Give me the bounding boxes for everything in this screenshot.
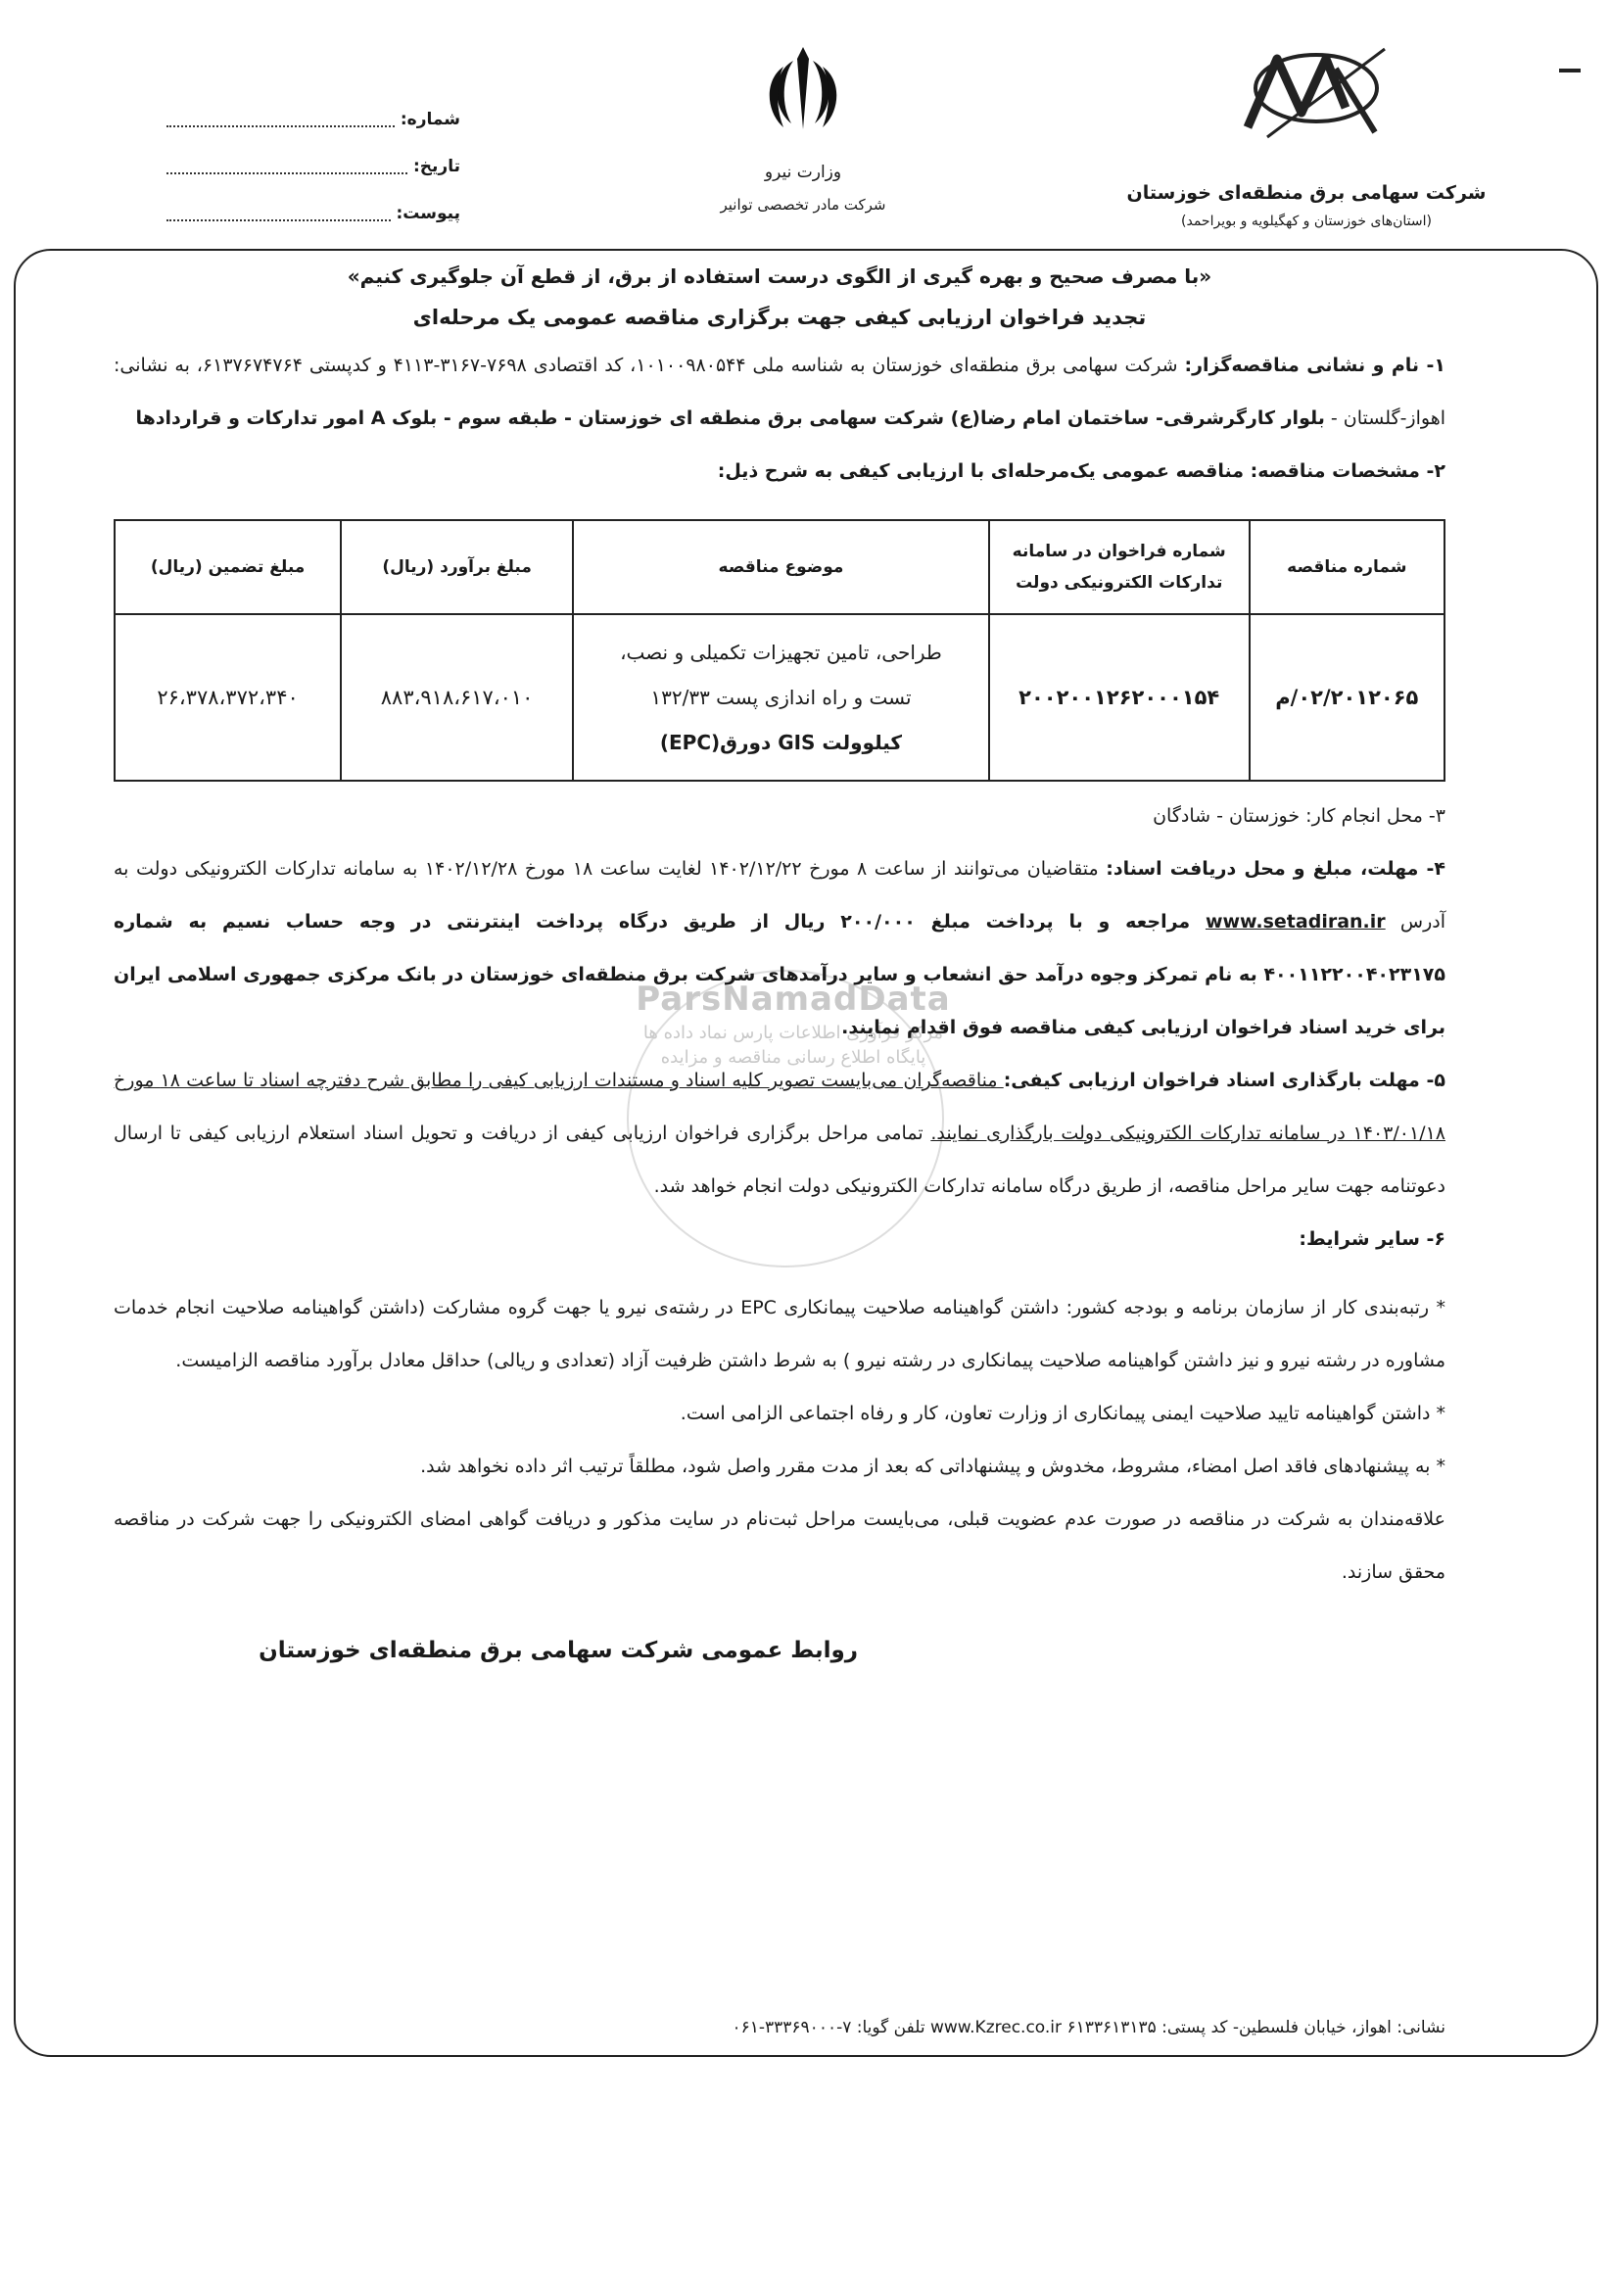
section-1 bbox=[114, 339, 1445, 445]
td-estimate: ۸۸۳،۹۱۸،۶۱۷،۰۱۰ bbox=[341, 614, 573, 781]
section-3-text: خوزستان - شادگان bbox=[1153, 805, 1306, 827]
th-setad-no: شماره فراخوان در سامانه تدارکات الکترونیکی دولت bbox=[989, 520, 1250, 614]
subject-line2: تست و راه اندازی پست ۱۳۲/۳۳ bbox=[650, 686, 912, 709]
condition-1: * رتبه‌بندی کار از سازمان برنامه و بودجه کشور: داشتن گواهینامه صلاحیت پیمانکاری EPC در رشته‌ی نیرو یا جهت گروه مشارکت (داشتن گواهینامه صلاحیت انجام خدمات مشاوره در رشته نیرو و نیز داشتن گواهینامه صلاحیت پیمانکاری در رشته نیرو ) به شرط داشتن ظرفیت آزاد (تعدادی و ریالی) حداقل معادل برآورد مناقصه الزامیست. bbox=[114, 1297, 1445, 1371]
section-4-text2: مراجعه و با پرداخت مبلغ ۲۰۰/۰۰۰ ریال از طریق درگاه پرداخت اینترنتی در وجه حساب نسیم به شماره ۴۰۰۱۱۲۲۰۰۴۰۲۳۱۷۵ به نام تمرکز وجوه درآمد حق انشعاب و سایر درآمدهای شرکت برق منطقه‌ای خوزستان در بانک مرکزی جمهوری اسلامی ایران برای خرید اسناد فراخوان ارزیابی کیفی مناقصه فوق اقدام نمایند. bbox=[114, 911, 1445, 1038]
field-number bbox=[166, 96, 460, 143]
condition-3: * به پیشنهادهای فاقد اصل امضاء، مشروط، مخدوش و پیشنهاداتی که بعد از مدت مقرر واصل شود، مطلقاً ترتیب اثر داده نخواهد شد. bbox=[420, 1456, 1445, 1477]
subject-line1: طراحی، تامین تجهیزات تکمیلی و نصب، bbox=[620, 641, 942, 664]
ministry-subtitle: شرکت مادر تخصصی توانیر bbox=[720, 196, 886, 214]
section-1-text2: بلوار کارگرشرقی- ساختمان امام رضا(ع) شرکت سهامی برق منطقه ای خوزستان - طبقه سوم - بلوک A امور تدارکات و قراردادها bbox=[135, 407, 1325, 429]
public-relations-signature: روابط عمومی شرکت سهامی برق منطقه‌ای خوزستان bbox=[259, 1638, 858, 1663]
field-date bbox=[166, 143, 460, 190]
field-number-label: شماره: bbox=[400, 110, 460, 129]
company-subtitle: (استان‌های خوزستان و کهگیلویه و بویراحمد) bbox=[1181, 214, 1432, 229]
section-6-label: ۶- سایر شرایط: bbox=[1299, 1228, 1445, 1250]
section-4-label: ۴- مهلت، مبلغ و محل دریافت اسناد: bbox=[1106, 858, 1445, 880]
section-3 bbox=[114, 789, 1445, 842]
watermark-line2: پایگاه اطلاع رسانی مناقصه و مزایده bbox=[660, 1047, 926, 1068]
corner-mark bbox=[1559, 69, 1581, 72]
company-header bbox=[1120, 39, 1492, 229]
section-2-text: مناقصه عمومی یک‌مرحله‌ای با ارزیابی کیفی به شرح ذیل: bbox=[717, 460, 1251, 482]
footer-contact: نشانی: اهواز، خیابان فلسطین- کد پستی: ۶۱۳۳۶۱۳۱۳۵ www.Kzrec.co.ir تلفن گویا: ۷-۳۳۳۶۹۰۰۰-۰۶۱ bbox=[732, 2018, 1445, 2037]
setad-link[interactable]: www.setadiran.ir bbox=[1205, 911, 1386, 933]
condition-4: علاقه‌مندان به شرکت در مناقصه در صورت عدم عضویت قبلی، می‌بایست مراحل ثبت‌نام در سایت مذکور و دریافت گواهی امضای الکترونیکی را جهت شرکت در مناقصه محقق سازند. bbox=[114, 1508, 1445, 1583]
section-2 bbox=[114, 445, 1445, 498]
section-5 bbox=[114, 1054, 1445, 1213]
td-tender-no: ۰۲/۲۰۱۲۰۶۵/م bbox=[1250, 614, 1444, 781]
field-number-dots bbox=[166, 112, 395, 127]
table-row bbox=[115, 614, 1444, 781]
th-tender-no: شماره مناقصه bbox=[1250, 520, 1444, 614]
iran-emblem-icon bbox=[754, 39, 852, 137]
th-subject: موضوع مناقصه bbox=[573, 520, 989, 614]
table-header-row bbox=[115, 520, 1444, 614]
slogan: «با مصرف صحیح و بهره گیری از الگوی درست استفاده از برق، از قطع آن جلوگیری کنیم» bbox=[347, 264, 1212, 288]
footer bbox=[294, 2018, 1445, 2037]
td-subject bbox=[573, 614, 989, 781]
section-2-label: ۲- مشخصات مناقصه: bbox=[1250, 460, 1445, 482]
field-date-dots bbox=[166, 159, 407, 174]
letter-fields bbox=[166, 96, 460, 237]
section-4-text1: متقاضیان می‌توانند از ساعت ۸ مورخ ۱۴۰۲/۱۲/۲۲ لغایت ساعت ۱۸ مورخ ۱۴۰۲/۱۲/۲۸ به سامانه تدارکات الکترونیکی دولت به آدرس bbox=[114, 858, 1445, 933]
section-1-label: ۱- نام و نشانی مناقصه‌گزار: bbox=[1184, 355, 1446, 376]
company-logo-icon bbox=[1208, 39, 1404, 157]
section-3-label: ۳- محل انجام کار: bbox=[1305, 805, 1445, 827]
notice-title: تجدید فراخوان ارزیابی کیفی جهت برگزاری مناقصه عمومی یک مرحله‌ای bbox=[412, 306, 1147, 329]
section-5-label: ۵- مهلت بارگذاری اسناد فراخوان ارزیابی کیفی: bbox=[1003, 1070, 1445, 1091]
notice-content bbox=[114, 263, 1445, 1663]
company-name: شرکت سهامی برق منطقه‌ای خوزستان bbox=[1126, 182, 1487, 204]
tender-table bbox=[114, 519, 1445, 782]
th-estimate: مبلغ برآورد (ریال) bbox=[341, 520, 573, 614]
ministry-name: وزارت نیرو bbox=[764, 163, 842, 182]
field-attachment-label: پیوست: bbox=[396, 204, 460, 223]
watermark-line1: مرکز فرآوری اطلاعات پارس نماد داده ها bbox=[642, 1023, 944, 1043]
section-4 bbox=[114, 842, 1445, 1054]
subject-line3: کیلوولت GIS دورق(EPC) bbox=[659, 731, 903, 754]
watermark-brand: ParsNamadData bbox=[636, 980, 951, 1019]
td-guarantee: ۲۶،۳۷۸،۳۷۲،۳۴۰ bbox=[115, 614, 341, 781]
ministry-header bbox=[676, 39, 930, 214]
field-attachment-dots bbox=[166, 206, 391, 221]
condition-2: * داشتن گواهینامه تایید صلاحیت ایمنی پیمانکاری از وزارت تعاون، کار و رفاه اجتماعی الزامی است. bbox=[680, 1403, 1445, 1424]
section-1-text1: شرکت سهامی برق منطقه‌ای خوزستان به شناسه ملی ۱۰۱۰۰۹۸۰۵۴۴، کد اقتصادی ۷۶۹۸-۳۱۶۷-۴۱۱۳ و کدپستی ۶۱۳۷۶۷۴۷۶۴، به نشانی: اهواز-گلستان - bbox=[114, 355, 1445, 429]
field-date-label: تاریخ: bbox=[413, 157, 460, 176]
section-5-text1: مناقصه‌گران می‌بایست تصویر کلیه اسناد و مستندات ارزیابی کیفی را مطابق شرح دفترچه اسناد تا ساعت ۱۸ مورخ ۱۴۰۳/۰۱/۱۸ در سامانه تدارکات الکترونیکی دولت بارگذاری نمایند. bbox=[114, 1070, 1445, 1144]
section-5-text2: تمامی مراحل برگزاری فراخوان ارزیابی کیفی از دریافت و تحویل اسناد استعلام ارزیابی کیفی تا ارسال دعوتنامه جهت سایر مراحل مناقصه، از طریق درگاه سامانه تدارکات الکترونیکی دولت انجام خواهد شد. bbox=[114, 1123, 1445, 1197]
th-guarantee: مبلغ تضمین (ریال) bbox=[115, 520, 341, 614]
td-setad-no: ۲۰۰۲۰۰۱۲۶۲۰۰۰۱۵۴ bbox=[989, 614, 1250, 781]
field-attachment bbox=[166, 190, 460, 237]
